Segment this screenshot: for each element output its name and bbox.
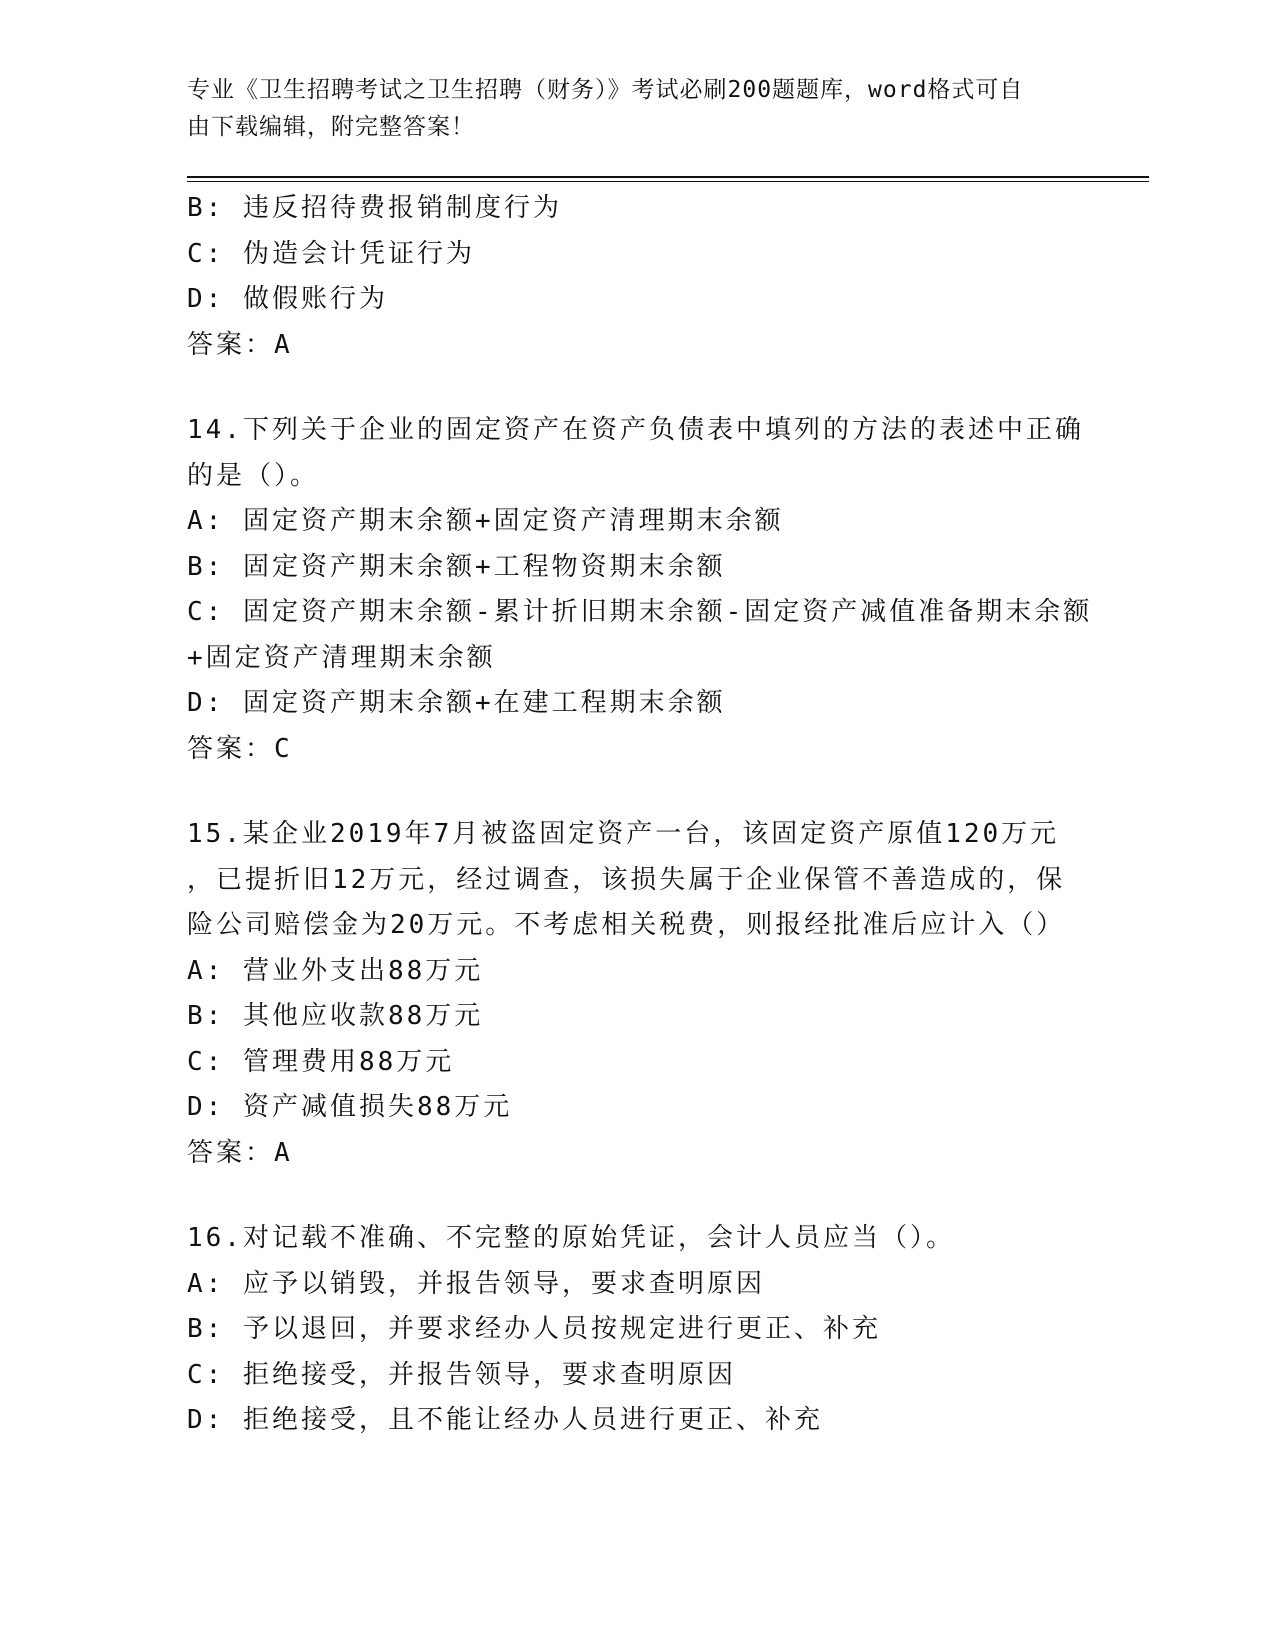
question-stem: ，已提折旧12万元，经过调查，该损失属于企业保管不善造成的，保 <box>187 864 1066 895</box>
question-stem: 15.某企业2019年7月被盗固定资产一台，该固定资产原值120万元 <box>187 819 1060 849</box>
option-d: D: 资产减值损失88万元 <box>187 1092 513 1122</box>
option-b: B: 其他应收款88万元 <box>187 1001 484 1031</box>
option-d: D: 做假账行为 <box>187 284 388 314</box>
option-a: A: 应予以销毁，并报告领导，要求查明原因 <box>187 1268 765 1299</box>
question-stem: 14.下列关于企业的固定资产在资产负债表中填列的方法的表述中正确 <box>187 415 1084 445</box>
header-line: 专业《卫生招聘考试之卫生招聘（财务）》考试必刷200题题库，word格式可自 <box>187 77 1024 103</box>
question-stem: 险公司赔偿金为20万元。不考虑相关税费，则报经批准后应计入（） <box>187 910 1066 940</box>
option-b: B: 固定资产期末余额+工程物资期末余额 <box>187 551 726 582</box>
spacer <box>187 1176 1087 1216</box>
page-header <box>187 72 1067 146</box>
question-list <box>187 186 1093 1444</box>
question-block <box>187 1216 1087 1444</box>
header-rule <box>187 181 1149 182</box>
answer: 答案：C <box>187 733 293 764</box>
option-c: C: 管理费用88万元 <box>187 1046 455 1077</box>
option-c: C: 伪造会计凭证行为 <box>187 238 475 269</box>
option-a: A: 营业外支出88万元 <box>187 955 484 986</box>
question-stem: 16.对记载不准确、不完整的原始凭证，会计人员应当（）。 <box>187 1223 955 1253</box>
answer: 答案：A <box>187 329 293 360</box>
header-rule <box>187 176 1149 178</box>
option-c-continued: +固定资产清理期末余额 <box>187 642 496 673</box>
option-d: D: 固定资产期末余额+在建工程期末余额 <box>187 688 726 718</box>
spacer <box>187 772 1087 812</box>
option-b: B: 予以退回，并要求经办人员按规定进行更正、补充 <box>187 1314 881 1344</box>
question-stem: 的是（）。 <box>187 460 320 491</box>
question-block <box>187 186 1087 368</box>
question-block <box>187 812 1087 1176</box>
header-line: 由下载编辑，附完整答案！ <box>187 114 475 140</box>
option-d: D: 拒绝接受，且不能让经办人员进行更正、补充 <box>187 1405 823 1435</box>
spacer <box>187 368 1087 408</box>
answer: 答案：A <box>187 1137 293 1168</box>
option-b: B: 违反招待费报销制度行为 <box>187 193 562 223</box>
option-a: A: 固定资产期末余额+固定资产清理期末余额 <box>187 506 784 536</box>
option-c: C: 拒绝接受，并报告领导，要求查明原因 <box>187 1359 736 1390</box>
option-c: C: 固定资产期末余额-累计折旧期末余额-固定资产减值准备期末余额 <box>187 597 1093 627</box>
question-block <box>187 408 1093 772</box>
